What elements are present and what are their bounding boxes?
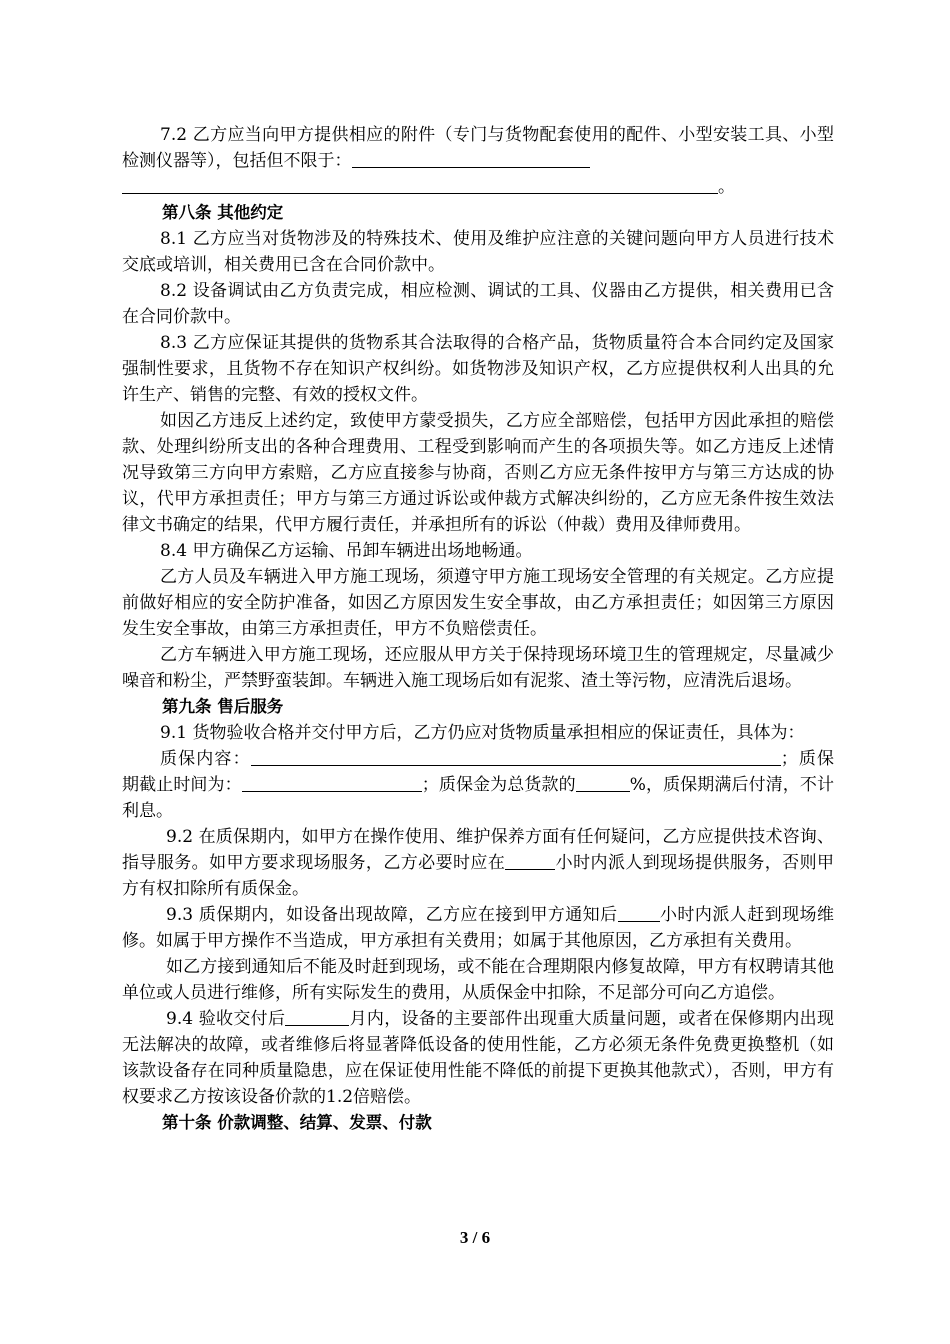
document-body [122, 122, 834, 1136]
clause-9-4-text-a: 9.4 验收交付后 [166, 1009, 286, 1029]
clause-7-2 [122, 122, 834, 200]
blank-deposit-percent [576, 773, 630, 792]
clause-9-4 [122, 1006, 834, 1110]
blank-accessories-2 [122, 175, 718, 194]
clause-9-3-delay: 如乙方接到通知后不能及时赶到现场，或不能在合理期限内修复故障，甲方有权聘请其他单位或人员进行维修，所有实际发生的费用，从质保金中扣除，不足部分可向乙方追偿。 [122, 957, 834, 1003]
clause-9-2-text-a: 9.2 在质保期内，如甲方在操作使用、维护保养方面有任何疑问，乙方应提供技术咨询、指导服务。如甲方要求现场服务，乙方必要时应在 [122, 827, 834, 873]
clause-8-4-safety: 乙方人员及车辆进入甲方施工现场，须遵守甲方施工现场安全管理的有关规定。乙方应提前做好相应的安全防护准备，如因乙方原因发生安全事故，由乙方承担责任；如因第三方原因发生安全事故，由第三方承担责任，甲方不负赔偿责任。 [122, 567, 834, 639]
blank-accessories-1 [352, 149, 590, 168]
warranty-content-label: 质保内容： [160, 749, 251, 769]
clause-9-4-text-b: 月内，设备的主要部件出现重大质量问题，或者在保修期内出现无法解决的故障，或者维修后将显著降低设备的使用性能，乙方必须无条件免费更换整机（如该款设备存在同种质量隐患，应在保证使用性能不降低的前提下更换其他款式），否则，甲方有权要求乙方按该设备价款的1.2倍赔偿。 [122, 1009, 834, 1107]
warranty-deposit-label: ；质保金为总货款的 [421, 775, 576, 795]
clause-9-1: 9.1 货物验收合格并交付甲方后，乙方仍应对货物质量承担相应的保证责任，具体为： [160, 723, 805, 743]
blank-warranty-end-date [242, 773, 422, 792]
heading-article-9: 第九条 售后服务 [162, 697, 284, 716]
warranty-deposit-tail: %，质保期满后付清，不计利息。 [122, 775, 835, 821]
clause-9-3 [122, 902, 834, 954]
blank-replacement-months [285, 1007, 349, 1026]
blank-response-hours [505, 851, 555, 870]
clause-8-4: 8.4 甲方确保乙方运输、吊卸车辆进出场地畅通。 [160, 541, 533, 561]
heading-article-10: 第十条 价款调整、结算、发票、付款 [162, 1113, 432, 1132]
clause-8-3: 8.3 乙方应保证其提供的货物系其合法取得的合格产品，货物质量符合本合同约定及国家强制性要求，且货物不存在知识产权纠纷。如货物涉及知识产权，乙方应提供权利人出具的允许生产、销售的完整、有效的授权文件。 [122, 333, 834, 405]
blank-repair-hours [618, 903, 660, 922]
blank-warranty-content [251, 747, 781, 766]
warranty-end-label: ；质保期截止时间为： [122, 749, 835, 795]
clause-9-3-text-b: 小时内派人赶到现场维修。如属于甲方操作不当造成，甲方承担有关费用；如属于其他原因，乙方承担有关费用。 [122, 905, 834, 951]
clause-9-2-text-b: 小时内派人到现场提供服务，否则甲方有权扣除所有质保金。 [122, 853, 835, 899]
page-number: 3 / 6 [459, 1228, 491, 1247]
heading-article-8: 第八条 其他约定 [162, 203, 284, 222]
clause-8-4-hygiene: 乙方车辆进入甲方施工现场，还应服从甲方关于保持现场环境卫生的管理规定，尽量减少噪音和粉尘，严禁野蛮装卸。车辆进入施工现场后如有泥浆、渣土等污物，应清洗后退场。 [122, 645, 834, 691]
clause-9-2 [122, 824, 834, 902]
clause-7-2-end: 。 [718, 177, 735, 197]
clause-8-2: 8.2 设备调试由乙方负责完成，相应检测、调试的工具、仪器由乙方提供，相关费用已含在合同价款中。 [122, 281, 834, 327]
clause-9-3-text-a: 9.3 质保期内，如设备出现故障，乙方应在接到甲方通知后 [166, 905, 618, 925]
clause-8-1: 8.1 乙方应当对货物涉及的特殊技术、使用及维护应注意的关键问题向甲方人员进行技术交底或培训，相关费用已含在合同价款中。 [122, 229, 834, 275]
warranty-terms [122, 746, 834, 824]
clause-8-3-liability: 如因乙方违反上述约定，致使甲方蒙受损失，乙方应全部赔偿，包括甲方因此承担的赔偿款、处理纠纷所支出的各种合理费用、工程受到影响而产生的各项损失等。如乙方违反上述情况导致第三方向甲方索赔，乙方应直接参与协商，否则乙方应无条件按甲方与第三方达成的协议，代甲方承担责任；甲方与第三方通过诉讼或仲裁方式解决纠纷的，乙方应无条件按生效法律文书确定的结果，代甲方履行责任，并承担所有的诉讼（仲裁）费用及律师费用。 [122, 411, 834, 535]
clause-7-2-text: 7.2 乙方应当向甲方提供相应的附件（专门与货物配套使用的配件、小型安装工具、小型检测仪器等），包括但不限于： [122, 125, 834, 171]
